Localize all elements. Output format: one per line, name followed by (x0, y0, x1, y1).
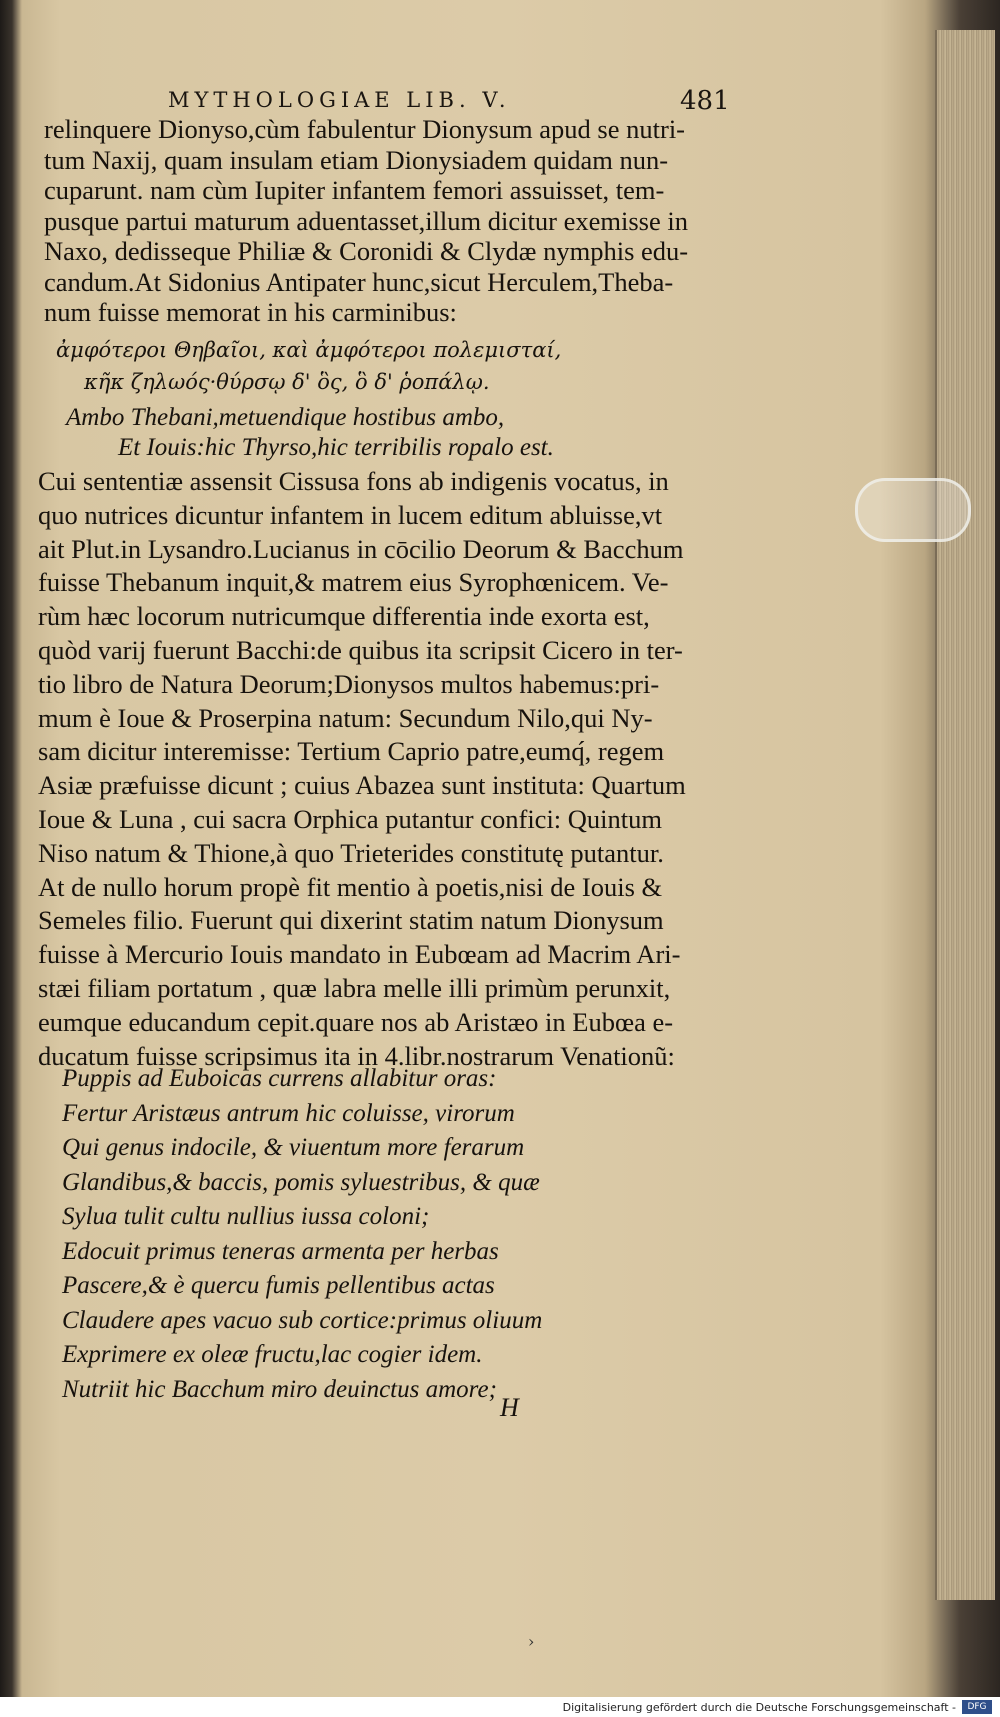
text-line: mum è Ioue & Proserpina natum: Secundum Nilo,qui Ny- (38, 702, 653, 733)
verse-line: Exprimere ex oleæ fructu,lac cogier idem. (62, 1341, 483, 1368)
stray-mark: › (528, 1632, 535, 1651)
verse-line: Edocuit primus teneras armenta per herbas (62, 1237, 499, 1265)
book-page-edges (935, 30, 995, 1600)
dfg-logo: DFG (962, 1700, 992, 1714)
verse-line: Qui genus indocile, & viuentum more ferarum (62, 1134, 525, 1161)
text-line: fuisse Thebanum inquit,& matrem eius Syrophœnicem. Ve- (38, 567, 669, 598)
text-line: quo nutrices dicuntur infantem in lucem editum abluisse,vt (38, 499, 663, 530)
latin-verse-line: Ambo Thebani,metuendique hostibus ambo, (66, 404, 505, 431)
text-line: tum Naxij, quam insulam etiam Dionysiadem quidam nun- (44, 144, 669, 175)
verse-line: Sylua tulit cultu nullius iussa coloni; (62, 1203, 430, 1230)
text-line: Niso natum & Thione,à quo Trieterides constitutę putantur. (38, 837, 664, 868)
text-line: relinquere Dionyso,cùm fabulentur Dionysum apud se nutri- (44, 114, 686, 144)
text-line: Cui sententiæ assensit Cissusa fons ab indigenis vocatus, in (38, 466, 669, 496)
verse-line: Puppis ad Euboicas currens allabitur oras: (62, 1065, 497, 1092)
text-line: ait Plut.in Lysandro.Lucianus in cōcilio Deorum & Bacchum (38, 533, 684, 564)
verse-line: Claudere apes vacuo sub cortice:primus oliuum (62, 1306, 543, 1334)
text-line: ducatum fuisse scripsimus ita in 4.libr.nostrarum Venationũ: (38, 1040, 675, 1071)
text-line: rùm hæc locorum nutricumque differentia inde exorta est, (38, 601, 650, 632)
page-clip (855, 478, 971, 542)
text-line: quòd varij fuerunt Bacchi:de quibus ita scripsit Cicero in ter- (38, 634, 683, 665)
greek-verse-line: ἀμφότεροι Θηβαῖοι, καὶ ἀμφότεροι πολεμισταί, (56, 338, 562, 362)
verse-line: Nutriit hic Bacchum miro deuinctus amore; (62, 1375, 497, 1403)
text-line: At de nullo horum propè fit mentio à poetis,nisi de Iouis & (38, 871, 663, 902)
text-line: sam dicitur interemisse: Tertium Caprio patre,eumq́, regem (38, 736, 665, 767)
text-line: candum.At Sidonius Antipater hunc,sicut Herculem,Theba- (44, 266, 674, 297)
text-line: pusque partui maturum aduentasset,illum dicitur exemisse in (44, 205, 688, 236)
greek-verse-line: κῆκ ζηλωός·θύρσῳ δ' ὃς, ὃ δ' ῥοπάλῳ. (84, 370, 490, 394)
text-line: Semeles filio. Fuerunt qui dixerint statim natum Dionysum (38, 905, 664, 936)
text-line: Ioue & Luna , cui sacra Orphica putantur confici: Quintum (38, 803, 663, 834)
text-line: tio libro de Natura Deorum;Dionysos multos habemus:pri- (38, 668, 660, 699)
verse-line: Pascere,& è quercu fumis pellentibus actas (62, 1272, 495, 1299)
latin-verse-block (62, 1062, 662, 1407)
body-paragraph-1 (44, 114, 744, 328)
body-paragraph-2 (38, 465, 738, 1073)
text-line: stæi filiam portatum , quæ labra melle illi primùm perunxit, (38, 972, 671, 1003)
text-line: eumque educandum cepit.quare nos ab Aristæo in Eubœa e- (38, 1006, 674, 1037)
latin-verse-line: Et Iouis:hic Thyrso,hic terribilis ropalo est. (118, 434, 554, 461)
verse-line: Fertur Aristæus antrum hic coluisse, virorum (62, 1099, 515, 1127)
page-number: 481 (680, 86, 730, 116)
verse-line: Glandibus,& baccis, pomis syluestribus, & quæ (62, 1168, 540, 1196)
running-head: MYTHOLOGIAE LIB. V. (168, 88, 511, 112)
digitization-credit: Digitalisierung gefördert durch die Deutsche Forschungsgemeinschaft - (562, 1701, 956, 1714)
signature-mark: H (500, 1393, 519, 1422)
text-line: fuisse à Mercurio Iouis mandato in Eubœam ad Macrim Ari- (38, 939, 681, 970)
text-line: num fuisse memorat in his carminibus: (44, 297, 457, 327)
text-line: Asiæ præfuisse dicunt ; cuius Abazea sunt instituta: Quartum (38, 770, 686, 801)
text-line: cuparunt. nam cùm Iupiter infantem femori assuisset, tem- (44, 175, 665, 205)
text-line: Naxo, dedisseque Philiæ & Coronidi & Clydæ nymphis edu- (44, 236, 689, 266)
